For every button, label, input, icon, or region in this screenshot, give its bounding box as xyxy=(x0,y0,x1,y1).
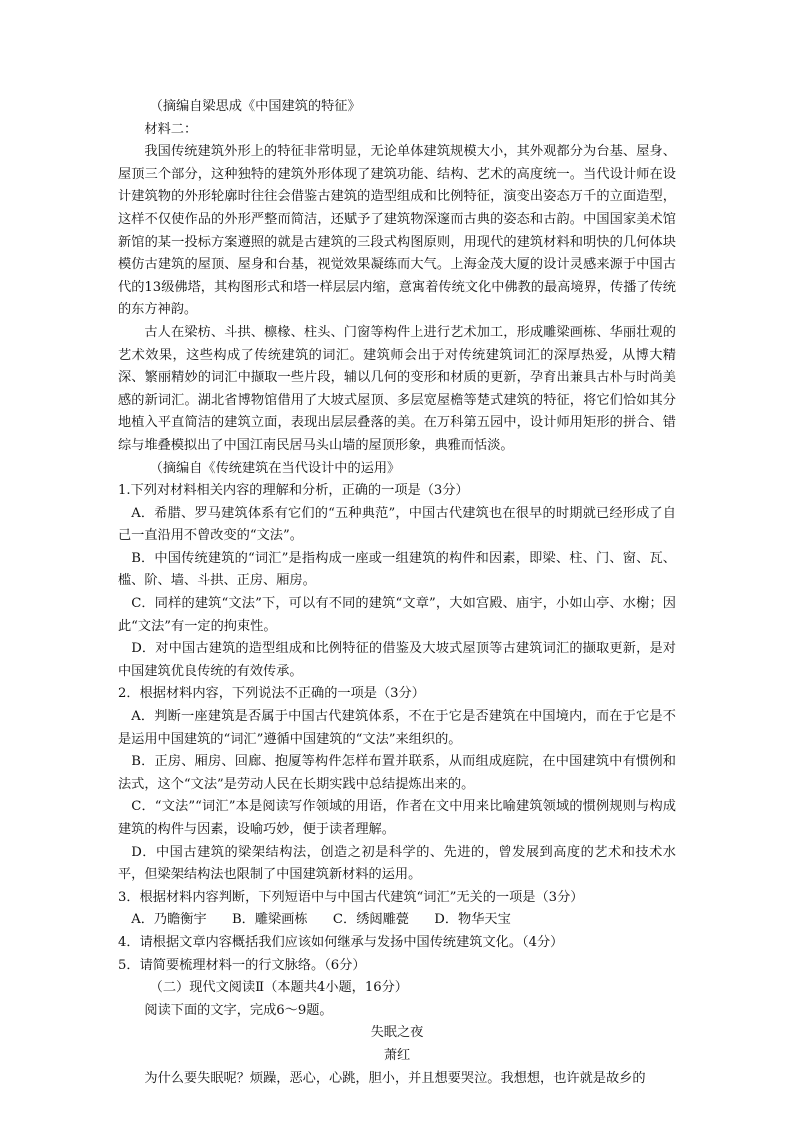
question-3: 3．根据材料内容判断，下列短语中与中国古代建筑“词汇”无关的一项是（3分） xyxy=(118,889,584,905)
material2-label: 材料二： xyxy=(144,121,198,137)
story-author: 萧红 xyxy=(383,1047,411,1063)
question-3-options xyxy=(118,909,676,932)
material2-paragraph-1: 我国传统建筑外形上的特征非常明显，无论单体建筑规模大小，其外观都分为台基、屋身、屋顶三个部分，这种独特的建筑外形体现了建筑功能、结构、艺术的高度统一。当代设计师在设计建筑物的外形轮廓时往往会借鉴古建筑的造型组成和比例特征，演变出姿态万千的立面造型，这样不仅使作品的外形严整而简洁，还赋予了建筑物深邃而古典的姿态和古韵。中国国家美术馆新馆的某一投标方案遵照的就是古建筑的三段式构图原则，用现代的建筑材料和明快的几何体块模仿古建筑的屋顶、屋身和台基，视觉效果凝练而大气。上海金茂大厦的设计灵感来源于中国古代的13级佛塔，其构图形式和塔一样层层内缩，意寓着传统文化中佛教的最高境界，传播了传统的东方神韵。 xyxy=(118,144,676,318)
section-2-heading: （二）现代文阅读Ⅱ（本题共4小题，16分） xyxy=(149,980,408,996)
question-1: 1.下列对材料相关内容的理解和分析，正确的一项是（3分） xyxy=(118,483,469,499)
material1-source: （摘编自梁思成《中国建筑的特征》 xyxy=(149,99,361,114)
story-title: 失眠之夜 xyxy=(370,1025,424,1041)
question-1-option-c: C．同样的建筑“文法”下，可以有不同的建筑“文章”，大如宫殿、庙宇，小如山亭、水榭；因此“文法”有一定的拘束性。 xyxy=(118,596,676,634)
material2-paragraph-2: 古人在梁枋、斗拱、檩椽、柱头、门窗等构件上进行艺术加工，形成雕梁画栋、华丽壮观的艺术效果，这些构成了传统建筑的词汇。建筑师会出于对传统建筑词汇的深厚热爱，从博大精深、繁丽精妙的词汇中撷取一些片段，辅以几何的变形和材质的更新，孕育出兼具古朴与时尚美感的新词汇。湖北省博物馆借用了大坡式屋顶、多层宽屋檐等楚式建筑的特征，将它们恰如其分地植入平直简洁的建筑立面，表现出层层叠落的美。在万科第五园中，设计师用矩形的拼合、错综与堆叠模拟出了中国江南民居马头山墙的屋顶形象，典雅而恬淡。 xyxy=(118,324,676,453)
reading-instruction: 阅读下面的文字，完成6～9题。 xyxy=(144,1002,333,1018)
question-2: 2．根据材料内容，下列说法不正确的一项是（3分） xyxy=(118,686,425,702)
question-1-option-b: B．中国传统建筑的“词汇”是指构成一座或一组建筑的构件和因素，即梁、柱、门、窗、瓦、槛、阶、墙、斗拱、正房、厢房。 xyxy=(118,550,676,589)
question-3-option-a: A．乃瞻衡宇 xyxy=(131,912,207,928)
question-2-option-b: B．正房、厢房、回廊、抱厦等构件怎样布置并联系，从而组成庭院，在中国建筑中有惯例和法式，这个“文法”是劳动人民在长期实践中总结提炼出来的。 xyxy=(118,754,676,792)
question-1-option-a: A．希腊、罗马建筑体系有它们的“五种典范”，中国古代建筑也在很早的时期就已经形成了自己一直沿用不曾改变的“文法”。 xyxy=(118,505,676,544)
question-3-option-c: C．绣闼雕甍 xyxy=(332,912,409,928)
material2-source: （摘编自《传统建筑在当代设计中的运用》 xyxy=(149,460,401,476)
question-2-option-c: C．“文法”“词汇”本是阅读写作领域的用语，作者在文中用来比喻建筑领域的惯例规则与构成建筑的构件与因素，设喻巧妙，便于读者理解。 xyxy=(118,799,676,837)
question-3-option-d: D．物华天宝 xyxy=(434,912,511,928)
question-4: 4．请根据文章内容概括我们应该如何继承与发扬中国传统建筑文化。（4分） xyxy=(118,934,564,950)
document-page xyxy=(118,96,676,1090)
story-paragraph-1: 为什么要失眠呢？烦躁，恶心，心跳，胆小，并且想要哭泣。我想想，也许就是故乡的 xyxy=(144,1070,646,1086)
question-3-option-b: B．雕梁画栋 xyxy=(231,912,308,928)
question-5: 5．请简要梳理材料一的行文脉络。（6分） xyxy=(118,957,366,973)
question-2-option-a: A．判断一座建筑是否属于中国古代建筑体系，不在于它是否建筑在中国境内，而在于它是不是运用中国建筑的“词汇”遵循中国建筑的“文法”来组织的。 xyxy=(118,709,676,747)
question-1-option-d: D．对中国古建筑的造型组成和比例特征的借鉴及大坡式屋顶等古建筑词汇的撷取更新，是对中国建筑优良传统的有效传承。 xyxy=(118,641,676,679)
question-2-option-d: D．中国古建筑的梁架结构法，创造之初是科学的、先进的，曾发展到高度的艺术和技术水平，但梁架结构法也限制了中国建筑新材料的运用。 xyxy=(118,844,676,883)
